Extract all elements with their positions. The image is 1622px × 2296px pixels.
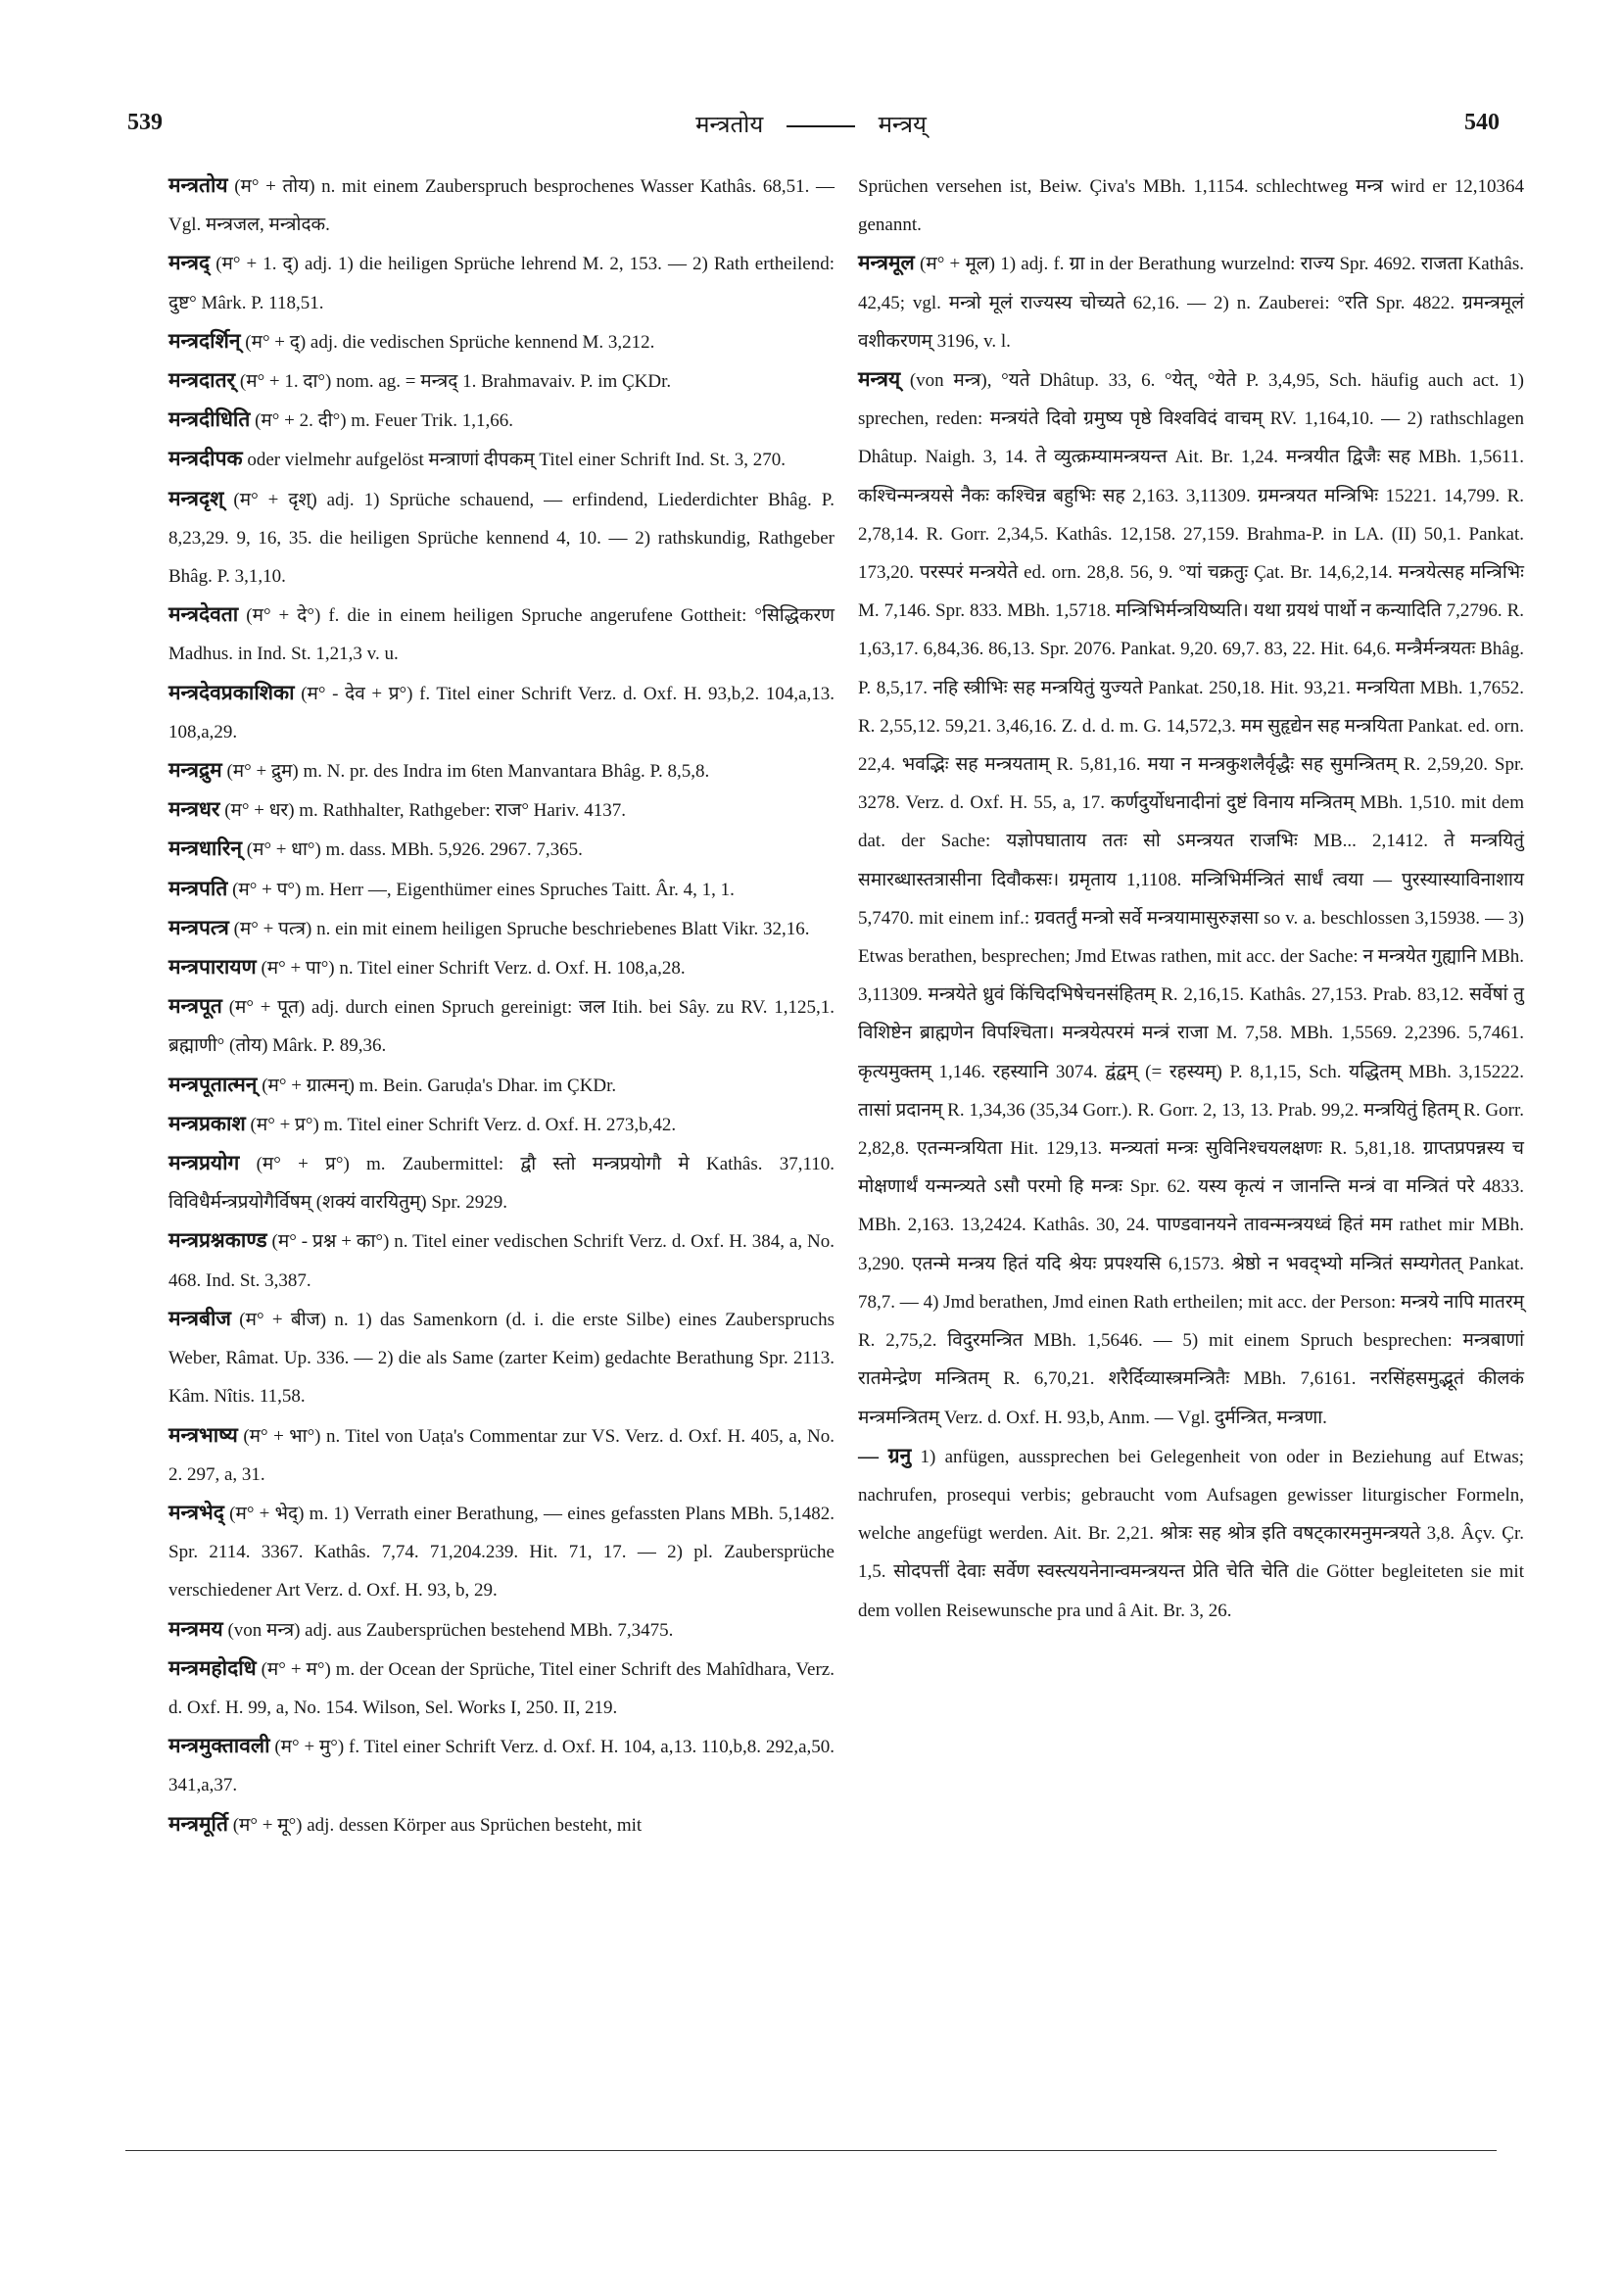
- dictionary-entry: [168, 322, 835, 361]
- entry-body: (म° + भेद्) m. 1) Verrath einer Berathung, — eines gefassten Plans MBh. 5,1482. Spr. 2114. 3367. Kathâs. 7,74. 71,204.239. Hit. 71, 17. — 2) pl. Zaubersprüche verschiedener Art Verz. d. Oxf. H. 93, b, 29.: [168, 1503, 835, 1602]
- dictionary-entry: [168, 909, 835, 948]
- dictionary-entry: [168, 1727, 835, 1804]
- entry-headword: मन्त्रधर: [168, 797, 220, 822]
- entry-headword: मन्त्रद्: [168, 251, 211, 275]
- entry-body: (म° + पत्त्र) n. ein mit einem heiligen Spruche beschriebenes Blatt Vikr. 32,16.: [233, 918, 810, 939]
- dictionary-entry: [858, 244, 1524, 360]
- entry-headword: मन्त्रपूत: [168, 994, 222, 1019]
- dictionary-entry: [168, 596, 835, 673]
- entry-body: (म° + प्र°) m. Zaubermittel: द्वौ स्तो मन्त्रप्रयोगौ मे Kathâs. 37,110. विविधैर्मन्त्रप्रयोगैर्विषम् (शक्यं वारयितुम्) Spr. 2929.: [168, 1154, 835, 1214]
- entry-body: (म° - प्रश्न + का°) n. Titel einer vedischen Schrift Verz. d. Oxf. H. 384, a, No. 468. Ind. St. 3,387.: [168, 1231, 835, 1291]
- dictionary-entry: [168, 830, 835, 869]
- entry-headword: मन्त्रदेवप्रकाशिका: [168, 680, 295, 704]
- entry-headword: मन्त्रद्रुम: [168, 758, 222, 783]
- entry-body: (von मन्त्र), °यते Dhâtup. 33, 6. °येत्, °येते P. 3,4,95, Sch. häufig auch act. 1) sprechen, reden: मन्त्रयंते दिवो ग्रमुष्य पृष्ठे विश्वविदं वाचम् RV. 1,164,10. — 2) rathschlagen Dhâtup. Naigh. 3, 14. ते व्युत्क्रम्यामन्त्रयन्त Ait. Br. 1,24. मन्त्रयीत द्विजैः सह MBh. 1,5611. कश्चिन्मन्त्रयसे नैकः कश्चिन्न बहुभिः सह 2,163. 3,11309. ग्रमन्त्रयत मन्त्रिभिः 15221. 14,799. R. 2,78,14. R. Gorr. 2,34,5. Kathâs. 12,158. 27,159. Brahma-P. in LA. (II) 50,1. Pankat. 173,20. परस्परं मन्त्रयेते ed. orn. 28,8. 56, 9. °यां चक्रतुः Çat. Br. 14,6,2,14. मन्त्रयेत्सह मन्त्रिभिः M. 7,146. Spr. 833. MBh. 1,5718. मन्त्रिभिर्मन्त्रयिष्यति। यथा ग्रयथं पार्थो न कन्यादिति 7,2796. R. 1,63,17. 6,84,36. 86,13. Spr. 2076. Pankat. 9,20. 69,7. 83, 22. Hit. 64,6. मन्त्रैर्मन्त्रयतः Bhâg. P. 8,5,17. नहि स्त्रीभिः सह मन्त्रयितुं युज्यते Pankat. 250,18. Hit. 93,21. मन्त्रयिता MBh. 1,7652. R. 2,55,12. 59,21. 3,46,16. Z. d. d. m. G. 14,572,3. मम सुहृद्येन सह मन्त्रयिता Pankat. ed. orn. 22,4. भवद्भिः सह मन्त्रयताम् R. 5,81,16. मया न मन्त्रकुशलैर्वृद्धैः सह सुमन्त्रितम् R. 2,59,20. Spr. 3278. Verz. d. Oxf. H. 55, a, 17. कर्णदुर्योधनादीनां दुष्टं विनाय मन्त्रितम् MBh. 1,510. mit dem dat. der Sache: यज्ञोपघाताय ततः सो ऽमन्त्रयत राजभिः MB... 2,1412. ते मन्त्रयितुं समारब्धास्तत्रासीना दिवौकसः। ग्रमृताय 1,1108. मन्त्रिभिर्मन्त्रितं सार्धं त्वया — पुरस्यास्याविनाशाय 5,7470. mit einem inf.: ग्रवतर्तुं मन्त्रो सर्वे मन्त्रयामासुरुज्ञसा so v. a. beschlossen 3,15938. — 3) Etwas berathen, besprechen; Jmd Etwas rathen, mit acc. der Sache: न मन्त्रयेत गुह्यानि MBh. 3,11309. मन्त्रयेते ध्रुवं किंचिदभिषेचनसंहितम् R. 2,16,15. Kathâs. 27,153. Prab. 83,12. सर्वेषां तु विशिष्टेन ब्राह्मणेन विपश्चिता। मन्त्रयेत्परमं मन्त्रं राजा M. 7,58. MBh. 1,5569. 2,2396. 5,7461. कृत्यमुक्तम् 1,146. रहस्यानि 3074. द्वंद्वम् (= रहस्यम्) P. 8,1,15, Sch. यद्धितम् MBh. 3,15222. तासां प्रदानम् R. 1,34,36 (35,34 Gorr.). R. Gorr. 2, 13, 13. Prab. 99,2. मन्त्रयितुं हितम् R. Gorr. 2,82,8. एतन्मन्त्रयिता Hit. 129,13. मन्त्र्यतां मन्त्रः सुविनिश्चयलक्षणः R. 5,81,18. ग्राप्तप्रपन्नस्य च मोक्षणार्थं यन्मन्त्र्यते ऽसौ परमो हि मन्त्रः Spr. 62. यस्य कृत्यं न जानन्ति मन्त्रं वा मन्त्रितं परे 4833. MBh. 2,163. 13,2424. Kathâs. 30, 24. पाण्डवानयने तावन्मन्त्रयध्वं हितं मम rathet mir MBh. 3,290. एतन्मे मन्त्रय हितं यदि श्रेयः प्रपश्यसि 6,1573. श्रेष्ठो न भवद्भ्यो मन्त्रितं सम्यगेतत् Pankat. 78,7. — 4) Jmd berathen, Jmd einen Rath ertheilen; mit acc. der Person: मन्त्रये नापि मातरम् R. 2,75,2. विदुरमन्त्रित MBh. 1,5646. — 5) mit einem Spruch besprechen: मन्त्रबाणां रातमेन्द्रेण मन्त्रितम् R. 6,70,21. शरैर्दिव्यास्त्रमन्त्रितैः MBh. 7,6161. नरसिंहसमुद्भूतं कीलकं मन्त्रमन्त्रितम् Verz. d. Oxf. H. 93,b, Anm. — Vgl. दुर्मन्त्रित, मन्त्रणा.: [858, 370, 1524, 1428]
- entry-body: (म° + मू°) adj. dessen Körper aus Sprüchen besteht, mit: [232, 1814, 643, 1836]
- dictionary-entry: [168, 244, 835, 321]
- dictionary-entry: [168, 1610, 835, 1650]
- entry-headword: मन्त्रभेद्: [168, 1500, 224, 1524]
- entry-body: (म° + प्र°) m. Titel einer Schrift Verz. d. Oxf. H. 273,b,42.: [250, 1114, 677, 1135]
- entry-body: (म° + ग्रात्मन्) m. Bein. Garuḍa's Dhar. im ÇKDr.: [262, 1075, 617, 1096]
- running-head-right: मन्त्रय्: [878, 111, 927, 138]
- dictionary-entry: [858, 167, 1524, 244]
- entry-headword: मन्त्रपत्त्र: [168, 915, 229, 939]
- entry-headword: मन्त्रबीज: [168, 1306, 231, 1330]
- entry-body: (von मन्त्र) adj. aus Zaubersprüchen bestehend MBh. 7,3475.: [227, 1619, 674, 1641]
- dictionary-entry: [168, 948, 835, 987]
- entry-headword: मन्त्रपूतात्मन्: [168, 1072, 258, 1096]
- dictionary-entry: [168, 401, 835, 440]
- entry-body: 1) anfügen, aussprechen bei Gelegenheit von oder in Beziehung auf Etwas; nachrufen, prosequi verbis; gebraucht vom Aufsagen gewisser liturgischer Formeln, welche angefügt werden. Ait. Br. 2,21. श्रोत्रः सह श्रोत्र इति वषट्कारमनुमन्त्रयते 3,8. Âçv. Çr. 1,5. सोदपत्तीं देवाः सर्वेण स्वस्त्ययनेनान्वमन्त्रयन्त प्रेति चेति चेति die Götter begleiteten sie mit dem vollen Reisewunsche pra und â Ait. Br. 3, 26.: [858, 1446, 1525, 1621]
- dictionary-entry: [168, 1494, 835, 1610]
- entry-headword: मन्त्रप्रकाश: [168, 1111, 246, 1135]
- dictionary-entry: [168, 1650, 835, 1727]
- running-head-dash: [787, 125, 855, 127]
- dictionary-entry: [168, 167, 835, 244]
- entry-body: (म° - देव + प्र°) f. Titel einer Schrift Verz. d. Oxf. H. 93,b,2. 104,a,13. 108,a,29.: [168, 683, 835, 742]
- entry-headword: मन्त्रधारिन्: [168, 837, 243, 861]
- left-column: [168, 167, 835, 1844]
- entry-headword: मन्त्रदेवता: [168, 602, 239, 627]
- dictionary-entry: [168, 1805, 835, 1844]
- dictionary-entry: [168, 674, 835, 751]
- entry-body: (म° + दृश्) adj. 1) Sprüche schauend, — erfindend, Liederdichter Bhâg. P. 8,23,29. 9, 16, 35. die heiligen Sprüche kennend 4, 10. — 2) rathskundig, Rathgeber Bhâg. P. 3,1,10.: [168, 489, 835, 588]
- entry-body: Sprüchen versehen ist, Beiw. Çiva's MBh. 1,1154. schlechtweg मन्त्र wird er 12,10364 genannt.: [858, 176, 1524, 236]
- entry-headword: मन्त्रतोय: [168, 173, 228, 197]
- dictionary-entry: [168, 361, 835, 401]
- entry-body: (म° + 2. दी°) m. Feuer Trik. 1,1,66.: [255, 410, 514, 432]
- entry-headword: मन्त्रपति: [168, 876, 228, 900]
- entry-body: (म° + भा°) n. Titel von Uaṭa's Commentar zur VS. Verz. d. Oxf. H. 405, a, No. 2. 297, a, 31.: [168, 1425, 835, 1485]
- entry-body: (म° + दे°) f. die in einem heiligen Spruche angerufene Gottheit: °सिद्धिकरण Madhus. in Ind. St. 1,21,3 v. u.: [168, 605, 835, 665]
- running-head-left: मन्त्रतोय: [695, 111, 764, 138]
- entry-body: (म° + पूत) adj. durch einen Spruch gereinigt: जल Itih. bei Sây. zu RV. 1,125,1. ब्रह्माणी° (तोय) Mârk. P. 89,36.: [168, 997, 835, 1057]
- dictionary-entry: [168, 1105, 835, 1144]
- entry-headword: मन्त्रप्रश्नकाण्ड: [168, 1228, 267, 1253]
- entry-headword: मन्त्रमय: [168, 1616, 223, 1641]
- entry-headword: मन्त्रय्: [858, 367, 901, 392]
- entry-body: (म° + बीज) n. 1) das Samenkorn (d. i. die erste Silbe) eines Zauberspruchs Weber, Râmat. Up. 336. — 2) die als Same (zarter Keim) gedachte Berathung Spr. 2113. Kâm. Nîtis. 11,58.: [168, 1309, 835, 1408]
- right-column: [858, 167, 1524, 1630]
- entry-headword: मन्त्रदर्शिन्: [168, 328, 241, 353]
- entry-headword: मन्त्रमुक्तावली: [168, 1734, 270, 1758]
- dictionary-entry: [858, 360, 1524, 1437]
- dictionary-entry: [168, 440, 835, 479]
- dictionary-entry: [168, 790, 835, 830]
- entry-headword: मन्त्रदीपक: [168, 447, 243, 471]
- entry-headword: मन्त्रपारायण: [168, 955, 257, 980]
- dictionary-entry: [168, 1144, 835, 1221]
- entry-body: (म° + तोय) n. mit einem Zauberspruch besprochenes Wasser Kathâs. 68,51. — Vgl. मन्त्रजल, मन्त्रोदक.: [168, 176, 835, 236]
- dictionary-entry: [168, 987, 835, 1065]
- dictionary-entry: [168, 1416, 835, 1494]
- entry-headword: — ग्रनु: [858, 1443, 912, 1467]
- entry-body: (म° + म°) m. der Ocean der Sprüche, Titel einer Schrift des Mahîdhara, Verz. d. Oxf. H. 99, a, No. 154. Wilson, Sel. Works I, 250. II, 219.: [168, 1658, 835, 1718]
- entry-body: (म° + मूल) 1) adj. f. ग्रा in der Berathung wurzelnd: राज्य Spr. 4692. राजता Kathâs. 42,45; vgl. मन्त्रो मूलं राज्यस्य चोच्यते 62,16. — 2) n. Zauberei: °रति Spr. 4822. ग्रमन्त्रमूलं वशीकरणम् 3196, v. l.: [858, 254, 1524, 352]
- entry-body: (म° + द्) adj. die vedischen Sprüche kennend M. 3,212.: [245, 331, 655, 353]
- entry-body: (म° + मु°) f. Titel einer Schrift Verz. d. Oxf. H. 104, a,13. 110,b,8. 292,a,50. 341,a,37.: [168, 1737, 835, 1796]
- entry-body: (म° + द्रुम) m. N. pr. des Indra im 6ten Manvantara Bhâg. P. 8,5,8.: [226, 761, 710, 783]
- entry-headword: मन्त्रभाष्य: [168, 1422, 238, 1447]
- footer-rule: [125, 2150, 1497, 2151]
- entry-body: oder vielmehr aufgelöst मन्त्राणां दीपकम् Titel einer Schrift Ind. St. 3, 270.: [247, 450, 786, 471]
- dictionary-entry: [858, 1437, 1524, 1630]
- dictionary-entry: [168, 480, 835, 597]
- dictionary-entry: [168, 870, 835, 909]
- page-number-left: 539: [127, 110, 163, 135]
- dictionary-entry: [168, 751, 835, 790]
- entry-headword: मन्त्रमूल: [858, 251, 915, 275]
- entry-body: (म° + धर) m. Rathhalter, Rathgeber: राज° Hariv. 4137.: [224, 800, 626, 822]
- entry-body: (म° + धा°) m. dass. MBh. 5,926. 2967. 7,365.: [246, 839, 583, 861]
- page-header: [0, 110, 1622, 149]
- entry-body: (म° + पा°) n. Titel einer Schrift Verz. d. Oxf. H. 108,a,28.: [261, 958, 686, 980]
- entry-body: (म° + प°) m. Herr —, Eigenthümer eines Spruches Taitt. Âr. 4, 1, 1.: [232, 879, 735, 900]
- entry-headword: मन्त्रप्रयोग: [168, 1151, 240, 1175]
- entry-headword: मन्त्रमूर्ति: [168, 1811, 228, 1836]
- entry-body: (म° + 1. द्) adj. 1) die heiligen Sprüche lehrend M. 2, 153. — 2) Rath ertheilend: दुष्ट° Mârk. P. 118,51.: [168, 254, 835, 313]
- entry-headword: मन्त्रदातर्: [168, 368, 236, 393]
- entry-headword: मन्त्रमहोदधि: [168, 1655, 257, 1680]
- dictionary-entry: [168, 1300, 835, 1416]
- entry-body: (म° + 1. दा°) nom. ag. = मन्त्रद् 1. Brahmavaiv. P. im ÇKDr.: [239, 371, 672, 393]
- entry-headword: मन्त्रदृश्: [168, 486, 224, 510]
- dictionary-entry: [168, 1066, 835, 1105]
- page-number-right: 540: [1464, 110, 1500, 135]
- dictionary-entry: [168, 1221, 835, 1299]
- entry-headword: मन्त्रदीधिति: [168, 407, 251, 432]
- running-head: [0, 108, 1622, 140]
